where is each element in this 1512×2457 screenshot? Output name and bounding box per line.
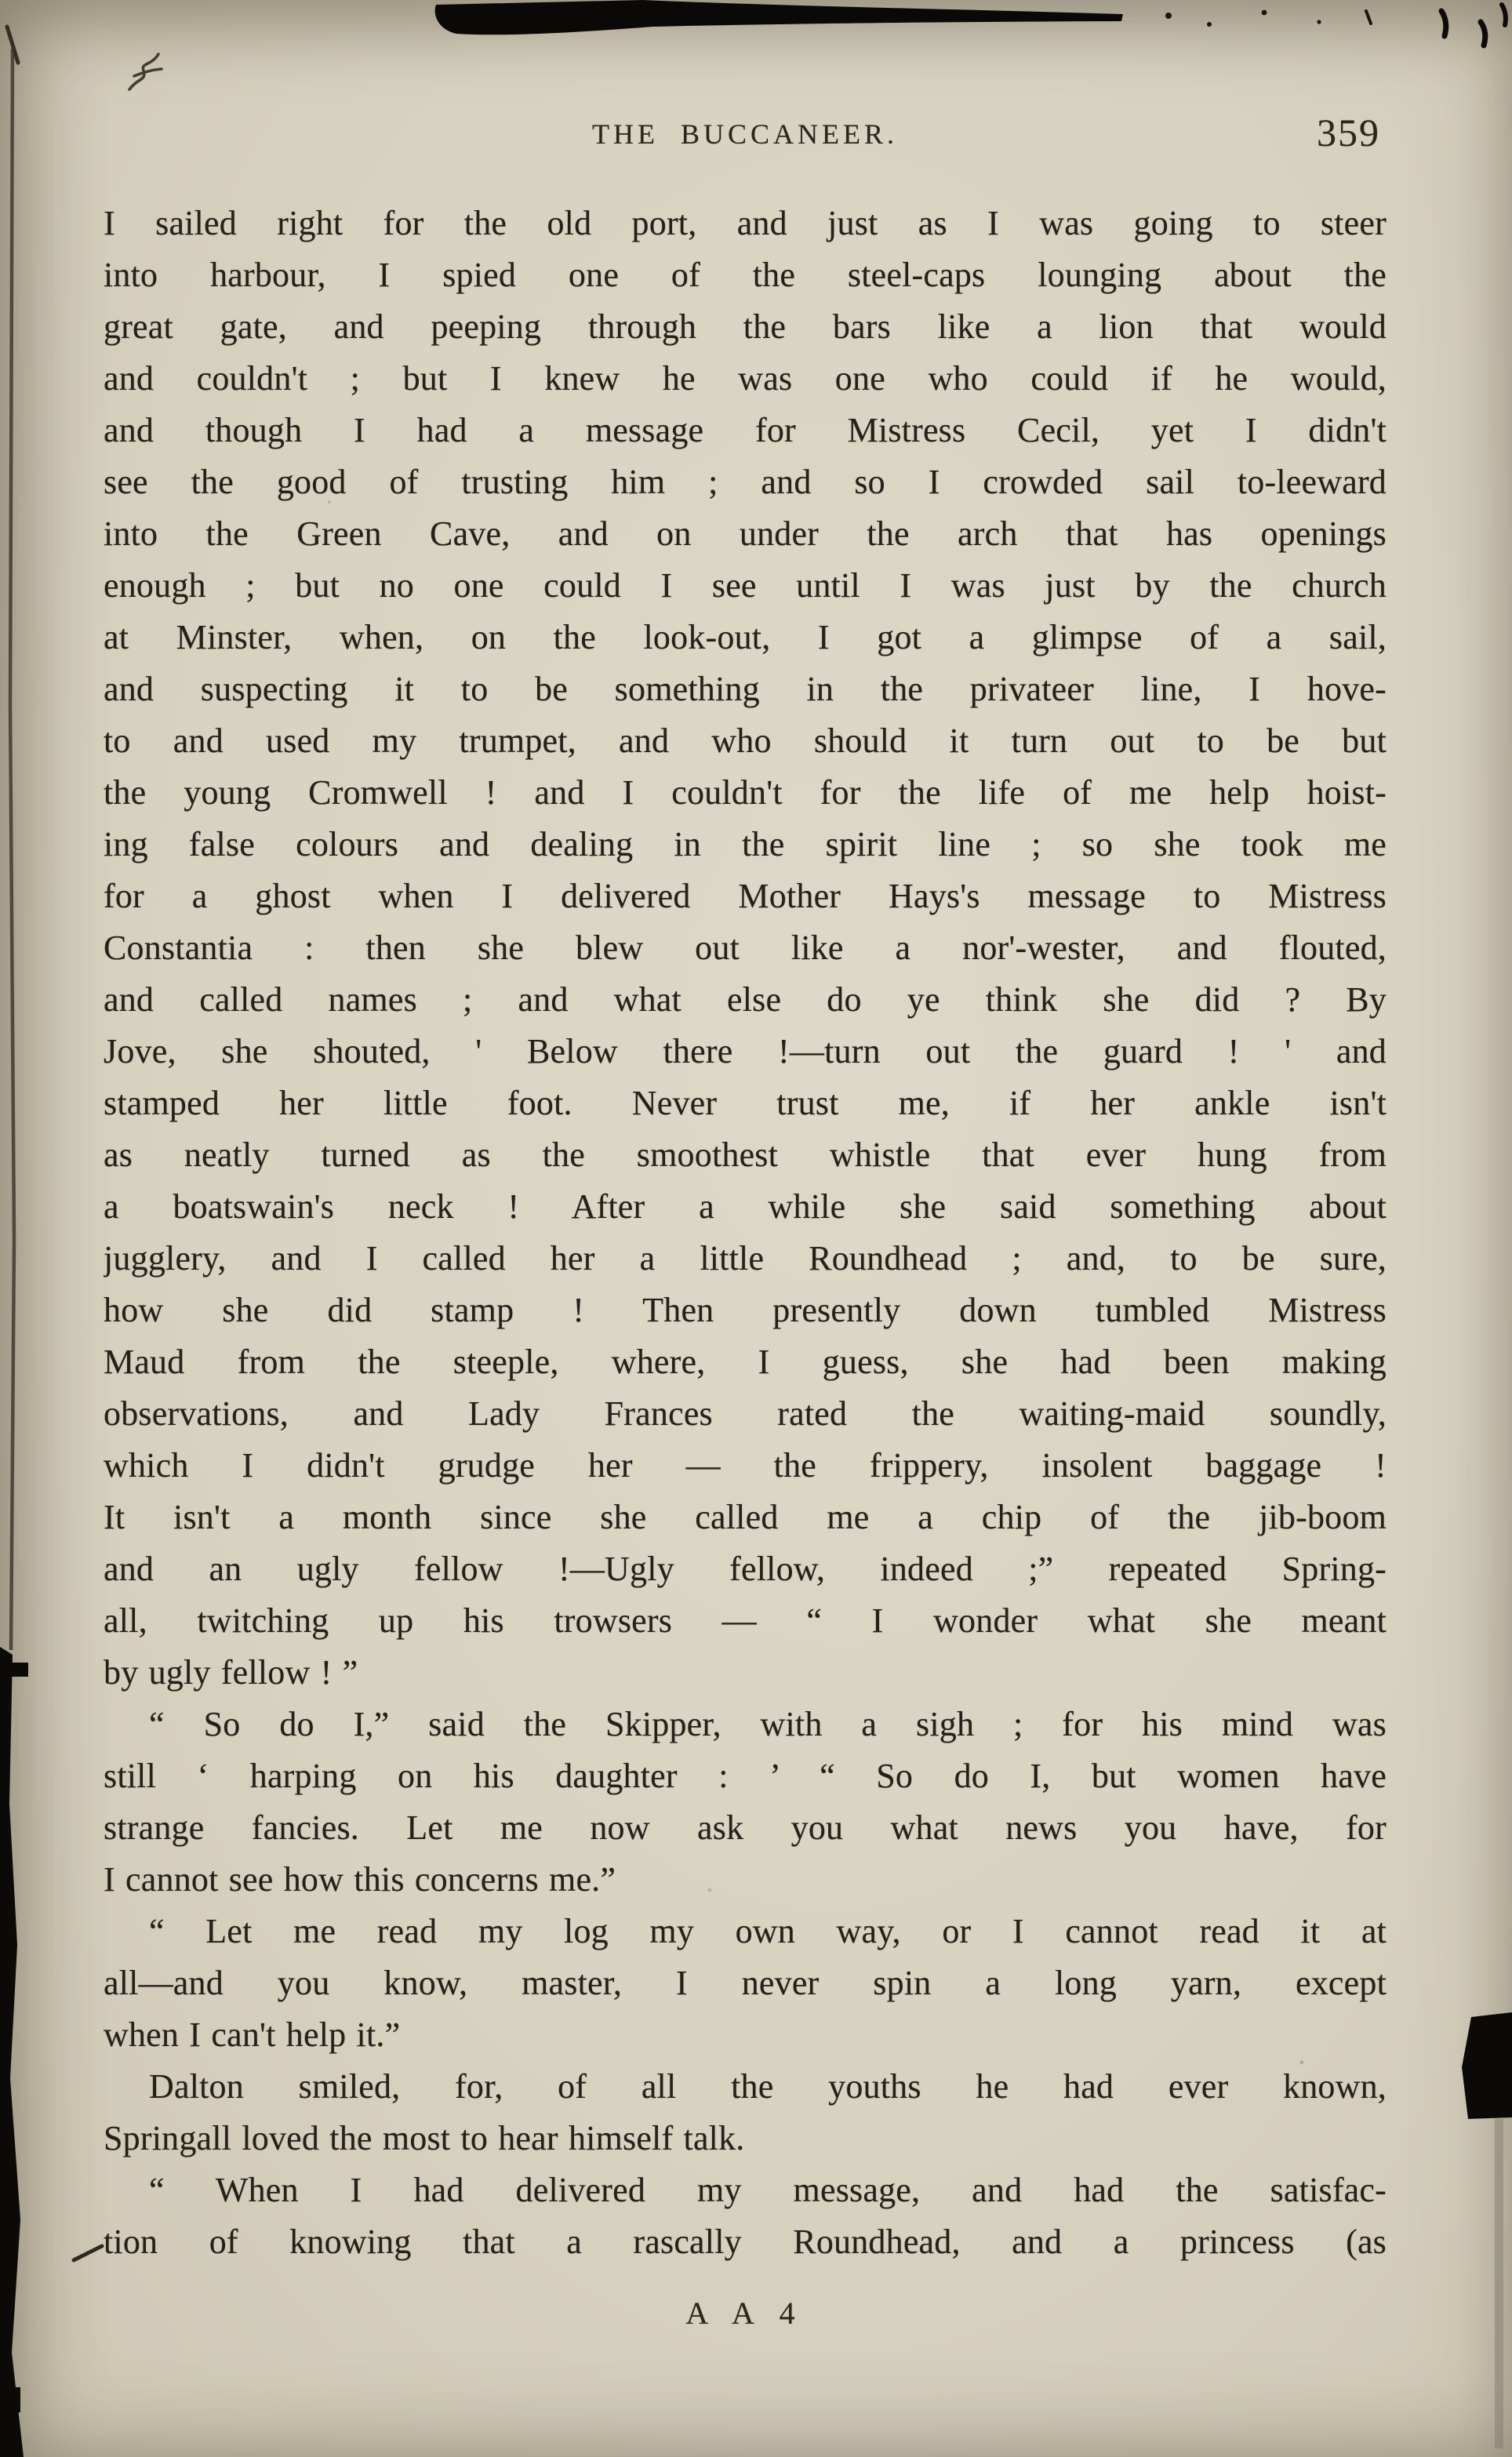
text-line: I sailed right for the old port, and just as I was going to steer bbox=[104, 204, 1387, 242]
paragraph bbox=[104, 198, 1387, 1699]
text-line: which I didn't grudge her — the frippery, insolent baggage ! bbox=[104, 1446, 1387, 1485]
text-line: Maud from the steeple, where, I guess, she had been making bbox=[104, 1343, 1387, 1381]
page-number: 359 bbox=[1317, 111, 1380, 154]
text-line: when I can't help it.” bbox=[104, 2015, 401, 2054]
text-line: as neatly turned as the smoothest whistle that ever hung from bbox=[104, 1136, 1387, 1174]
text-line: “ Let me read my log my own way, or I cannot read it at bbox=[149, 1912, 1387, 1950]
text-line: It isn't a month since she called me a chip of the jib-boom bbox=[104, 1498, 1387, 1536]
text-line: ing false colours and dealing in the spirit line ; so she took me bbox=[104, 825, 1387, 863]
text-line: stamped her little foot. Never trust me, if her ankle isn't bbox=[104, 1084, 1387, 1122]
page-header bbox=[104, 111, 1387, 173]
text-line: how she did stamp ! Then presently down tumbled Mistress bbox=[104, 1291, 1387, 1329]
page-content bbox=[104, 0, 1387, 2457]
right-margin-mark bbox=[1462, 2012, 1512, 2119]
paragraph bbox=[104, 1906, 1387, 2061]
text-line: to and used my trumpet, and who should it turn out to be but bbox=[104, 721, 1387, 760]
text-line: great gate, and peeping through the bars like a lion that would bbox=[104, 307, 1387, 346]
text-line: at Minster, when, on the look-out, I got a glimpse of a sail, bbox=[104, 618, 1387, 656]
text-line: into the Green Cave, and on under the arch that has openings bbox=[104, 514, 1387, 553]
text-line: and suspecting it to be something in the privateer line, I hove- bbox=[104, 670, 1387, 708]
text-block bbox=[104, 198, 1387, 2268]
text-line: strange fancies. Let me now ask you what news you have, for bbox=[104, 1808, 1387, 1847]
text-line: and an ugly fellow !—Ugly fellow, indeed ;” repeated Spring- bbox=[104, 1550, 1387, 1588]
text-line: Jove, she shouted, ' Below there !—turn out the guard ! ' and bbox=[104, 1032, 1387, 1070]
text-line: into harbour, I spied one of the steel-caps lounging about the bbox=[104, 256, 1387, 294]
text-line: and couldn't ; but I knew he was one who could if he would, bbox=[104, 359, 1387, 398]
text-line: by ugly fellow ! ” bbox=[104, 1653, 358, 1692]
text-line: the young Cromwell ! and I couldn't for the life of me help hoist- bbox=[104, 773, 1387, 812]
text-line: I cannot see how this concerns me.” bbox=[104, 1860, 616, 1899]
text-line: see the good of trusting him ; and so I crowded sail to-leeward bbox=[104, 463, 1387, 501]
text-line: observations, and Lady Frances rated the waiting-maid soundly, bbox=[104, 1394, 1387, 1433]
text-line: Dalton smiled, for, of all the youths he had ever known, bbox=[149, 2067, 1387, 2106]
text-line: jugglery, and I called her a little Roundhead ; and, to be sure, bbox=[104, 1239, 1387, 1278]
text-line: all—and you know, master, I never spin a long yarn, except bbox=[104, 1964, 1387, 2002]
running-title: THE BUCCANEER. bbox=[592, 118, 898, 150]
text-line: “ So do I,” said the Skipper, with a sigh ; for his mind was bbox=[149, 1705, 1387, 1743]
text-line: “ When I had delivered my message, and had the satisfac- bbox=[149, 2171, 1387, 2209]
text-line: still ‘ harping on his daughter : ’ “ So do I, but women have bbox=[104, 1757, 1387, 1795]
text-line: Springall loved the most to hear himself talk. bbox=[104, 2119, 745, 2157]
text-line: and called names ; and what else do ye think she did ? By bbox=[104, 980, 1387, 1019]
text-line: enough ; but no one could I see until I was just by the church bbox=[104, 566, 1387, 605]
text-line: a boatswain's neck ! After a while she said something about bbox=[104, 1187, 1387, 1226]
text-line: and though I had a message for Mistress Cecil, yet I didn't bbox=[104, 411, 1387, 449]
signature-mark: A A 4 bbox=[685, 2295, 805, 2331]
paragraph bbox=[104, 2164, 1387, 2268]
text-line: all, twitching up his trowsers — “ I wonder what she meant bbox=[104, 1601, 1387, 1640]
paragraph bbox=[104, 1699, 1387, 1906]
paragraph bbox=[104, 2061, 1387, 2164]
text-line: Constantia : then she blew out like a nor'-wester, and flouted, bbox=[104, 929, 1387, 967]
text-line: tion of knowing that a rascally Roundhead, and a princess (as bbox=[104, 2223, 1387, 2261]
text-line: for a ghost when I delivered Mother Hays's message to Mistress bbox=[104, 877, 1387, 915]
